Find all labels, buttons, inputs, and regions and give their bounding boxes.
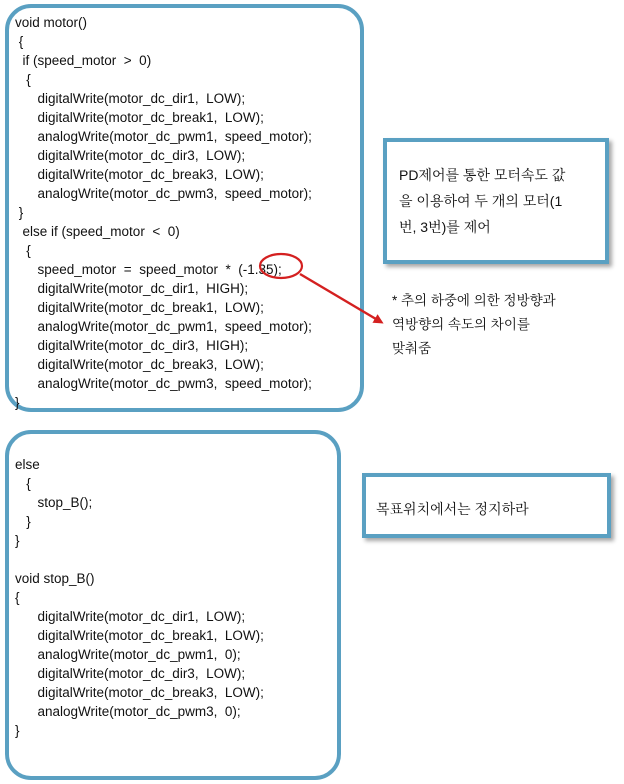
code-line: digitalWrite(motor_dc_dir3, LOW); bbox=[15, 666, 246, 681]
code-line: analogWrite(motor_dc_pwm3, speed_motor); bbox=[15, 376, 312, 391]
code-line: stop_B(); bbox=[15, 495, 93, 510]
code-line: digitalWrite(motor_dc_break1, LOW); bbox=[15, 110, 264, 125]
code-line: digitalWrite(motor_dc_dir1, HIGH); bbox=[15, 281, 249, 296]
code-line: speed_motor = speed_motor * (-1.35); bbox=[15, 262, 282, 277]
code-line: { bbox=[15, 243, 31, 258]
code-line: digitalWrite(motor_dc_dir3, LOW); bbox=[15, 148, 246, 163]
code-line: analogWrite(motor_dc_pwm3, speed_motor); bbox=[15, 186, 312, 201]
note-pd-control-text: PD제어를 통한 모터속도 값 을 이용하여 두 개의 모터(1 번, 3번)를 제어 bbox=[399, 167, 566, 235]
code-line: { bbox=[15, 476, 31, 491]
code-line: digitalWrite(motor_dc_dir1, LOW); bbox=[15, 609, 246, 624]
highlight-circle bbox=[260, 254, 302, 278]
code-line: analogWrite(motor_dc_pwm1, 0); bbox=[15, 647, 241, 662]
code-line: { bbox=[15, 34, 24, 49]
code-line: { bbox=[15, 590, 20, 605]
code-line: } bbox=[15, 514, 31, 529]
code-line: } bbox=[15, 533, 20, 548]
annotation-speed-compensation: * 추의 하중에 의한 정방향과 역방향의 속도의 차이를 맞춰줌 bbox=[392, 293, 556, 356]
code-line: void stop_B() bbox=[15, 571, 95, 586]
code-line: if (speed_motor > 0) bbox=[15, 53, 152, 68]
code-line: digitalWrite(motor_dc_break3, LOW); bbox=[15, 167, 264, 182]
code-line: digitalWrite(motor_dc_dir3, HIGH); bbox=[15, 338, 249, 353]
code-line: { bbox=[15, 72, 31, 87]
code-line: analogWrite(motor_dc_pwm1, speed_motor); bbox=[15, 319, 312, 334]
code-line: analogWrite(motor_dc_pwm1, speed_motor); bbox=[15, 129, 312, 144]
code-line: digitalWrite(motor_dc_break1, LOW); bbox=[15, 628, 264, 643]
code-line: void motor() bbox=[15, 15, 88, 30]
note-stop-text: 목표위치에서는 정지하라 bbox=[376, 501, 529, 517]
code-line: digitalWrite(motor_dc_dir1, LOW); bbox=[15, 91, 246, 106]
code-line: else if (speed_motor < 0) bbox=[15, 224, 180, 239]
code-line: digitalWrite(motor_dc_break1, LOW); bbox=[15, 300, 264, 315]
code-line: digitalWrite(motor_dc_break3, LOW); bbox=[15, 357, 264, 372]
code-line: analogWrite(motor_dc_pwm3, 0); bbox=[15, 704, 241, 719]
code-line: } bbox=[15, 723, 20, 738]
highlight-arrow bbox=[300, 274, 381, 322]
code-line: } bbox=[15, 395, 20, 410]
code-line: } bbox=[15, 205, 24, 220]
code-line: else bbox=[15, 457, 40, 472]
code-line: digitalWrite(motor_dc_break3, LOW); bbox=[15, 685, 264, 700]
